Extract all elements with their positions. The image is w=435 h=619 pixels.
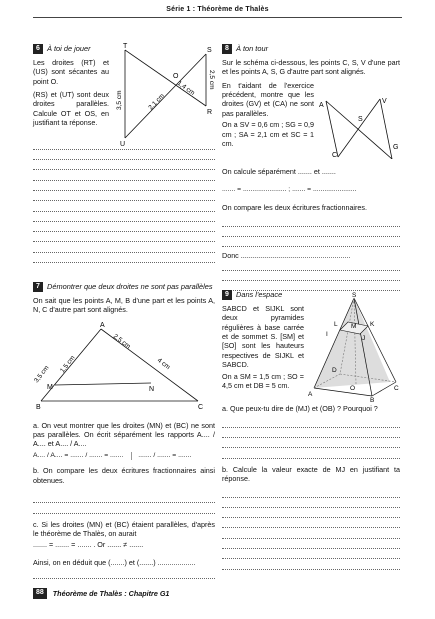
exercise-6-statement: Les droites (RT) et (US) sont sécantes au point O. — [33, 58, 109, 86]
point-k: K — [370, 321, 375, 328]
header-rule — [33, 17, 402, 18]
point-s: S — [352, 292, 357, 299]
exercise-7 — [33, 282, 215, 579]
point-u: U — [120, 141, 126, 148]
exercise-number: 7 — [33, 282, 43, 292]
exercise-7-question-a: a. On veut montrer que les droites (MN) et (BC) ne sont pas parallèles. On écrit séparément les rapports A.... / A.... et A.... / A.... — [33, 420, 216, 449]
length-uo: 2,1 cm — [147, 92, 166, 112]
point-o: O — [173, 73, 179, 80]
exercise-title: Démontrer que deux droites ne sont pas parallèles — [47, 282, 213, 291]
point-g: G — [393, 143, 399, 151]
pyramid-shading — [314, 298, 390, 388]
exercise-9-data: On a SM = 1,5 cm ; SO = 4,5 cm et DB = 5 cm. — [222, 371, 304, 390]
exercise-8-ratios[interactable]: ....... = ....................... ; ....... = ....................... — [222, 186, 357, 194]
point-t: T — [123, 43, 128, 50]
exercise-8-donc[interactable]: Donc ....................................................... — [222, 251, 351, 261]
exercise-7-conclusion[interactable]: Ainsi, on en déduit que (.......) et (.......) ................... — [33, 557, 196, 567]
segment-cv — [338, 99, 380, 157]
exercise-8-heading — [222, 44, 400, 54]
point-m: M — [351, 323, 357, 330]
ratio-1: A.... / A.... — [33, 430, 216, 449]
thales-equality[interactable]: ....... = ....... = ....... . Or ....... ≠ ....... — [33, 540, 144, 550]
point-o: O — [350, 385, 356, 392]
exercise-number: 6 — [33, 44, 43, 54]
length-tu: 3,5 cm — [116, 90, 123, 110]
answer-lines[interactable] — [222, 216, 400, 247]
answer-lines[interactable] — [222, 487, 400, 569]
point-c: C — [332, 151, 338, 159]
exercise-8-question: En t'aidant de l'exercice précédent, montre que les droites (GV) et (CA) ne sont pas parallèles. — [222, 80, 314, 118]
exercise-9 — [222, 290, 400, 570]
segment-us — [125, 54, 206, 138]
exercise-8-statement: Sur le schéma ci-dessous, les points C, S, V d'une part et les points A, S, G d'autre part sont alignés. — [222, 58, 400, 77]
point-n: N — [149, 385, 155, 393]
ratio-2: A.... / A.... — [55, 439, 87, 449]
exercise-9-statement: SABCD et SIJKL sont deux pyramides régulières à base carrée et de sommet S. [SM] et [SO] sont les hauteurs respectives de SIJKL et SABCD. — [222, 304, 304, 370]
point-m: M — [47, 383, 53, 391]
answer-lines[interactable] — [33, 140, 215, 264]
exercise-7-question-c: c. Si les droites (MN) et (BC) étaient parallèles, d'après le théorème de Thalès, on aurait — [33, 519, 215, 538]
point-s: S — [207, 47, 212, 54]
point-v: V — [382, 97, 387, 105]
answer-lines[interactable] — [222, 417, 400, 458]
exercise-9-question-a: a. Que peux-tu dire de (MJ) et (OB) ? Pourquoi ? — [222, 404, 378, 413]
exercise-8-data: On a SV = 0,6 cm ; SG = 0,9 cm ; SA = 2,1 cm et SC = 1 cm. — [222, 120, 314, 148]
exercise-8 — [222, 44, 400, 291]
answer-line[interactable] — [33, 569, 215, 579]
length-or: 1,4 cm — [175, 79, 196, 97]
exercise-8-calc[interactable]: On calcule séparément ....... et ....... — [222, 166, 336, 176]
exercise-7-question-b: b. On compare les deux écritures fractionnaires ainsi obtenues. — [33, 466, 215, 485]
point-l: L — [334, 321, 338, 328]
point-i: I — [326, 331, 328, 338]
answer-lines[interactable] — [33, 493, 215, 514]
point-d: D — [332, 367, 337, 374]
exercise-6-question: (RS) et (UT) sont deux droites parallèles. Calcule OT et OS, en justifiant ta réponse. — [33, 90, 109, 128]
point-a: A — [319, 101, 324, 109]
exercise-9-question-b: b. Calcule la valeur exacte de MJ en justifiant ta réponse. — [222, 464, 400, 483]
ratio-fractions[interactable] — [33, 452, 215, 460]
exercise-7-heading — [33, 282, 215, 292]
exercise-8-compare: On compare les deux écritures fractionnaires. — [222, 202, 368, 212]
length-an: 2,5 cm — [111, 332, 132, 351]
exercise-number: 9 — [222, 290, 232, 300]
point-c: C — [198, 403, 204, 411]
segment-ac — [326, 101, 338, 157]
figure-thales-butterfly — [111, 40, 221, 150]
segment-mn — [55, 383, 151, 385]
exercise-number: 8 — [222, 44, 232, 54]
figure-triangle-amn — [33, 317, 215, 419]
figure-pyramids — [304, 292, 400, 402]
length-sr: 2,5 cm — [208, 70, 215, 90]
figure-crossed-lines — [314, 81, 400, 159]
exercise-title: À ton tour — [236, 44, 269, 54]
exercise-7-statement: On sait que les points A, M, B d'une part et les points A, N, C d'autre part sont alignés. — [33, 296, 215, 315]
fraction-2[interactable]: ....... / ....... = ....... — [131, 452, 191, 460]
length-ab: 3,5 cm — [33, 364, 51, 384]
point-b: B — [370, 397, 375, 402]
point-a: A — [308, 391, 313, 398]
exercise-6 — [33, 44, 215, 263]
fraction-1[interactable]: A.... / A.... = ....... / ....... = ....... — [33, 451, 124, 459]
point-b: B — [36, 403, 41, 411]
point-j: J — [362, 335, 366, 342]
exercise-title: Dans l'espace — [236, 290, 283, 300]
point-c: C — [394, 385, 399, 392]
length-ac: 4 cm — [155, 356, 172, 371]
point-s: S — [358, 115, 363, 123]
page-number: 88 — [33, 588, 47, 599]
length-am: 1,5 cm — [59, 354, 77, 374]
page-footer — [33, 588, 169, 599]
point-a: A — [100, 321, 105, 329]
chapter-title: Théorème de Thalès : Chapitre G1 — [52, 589, 170, 599]
answer-lines[interactable] — [222, 261, 400, 292]
page-header: Série 1 : Théorème de Thalès — [166, 6, 269, 13]
point-r: R — [207, 109, 213, 116]
exercise-title: À toi de jouer — [47, 44, 91, 54]
